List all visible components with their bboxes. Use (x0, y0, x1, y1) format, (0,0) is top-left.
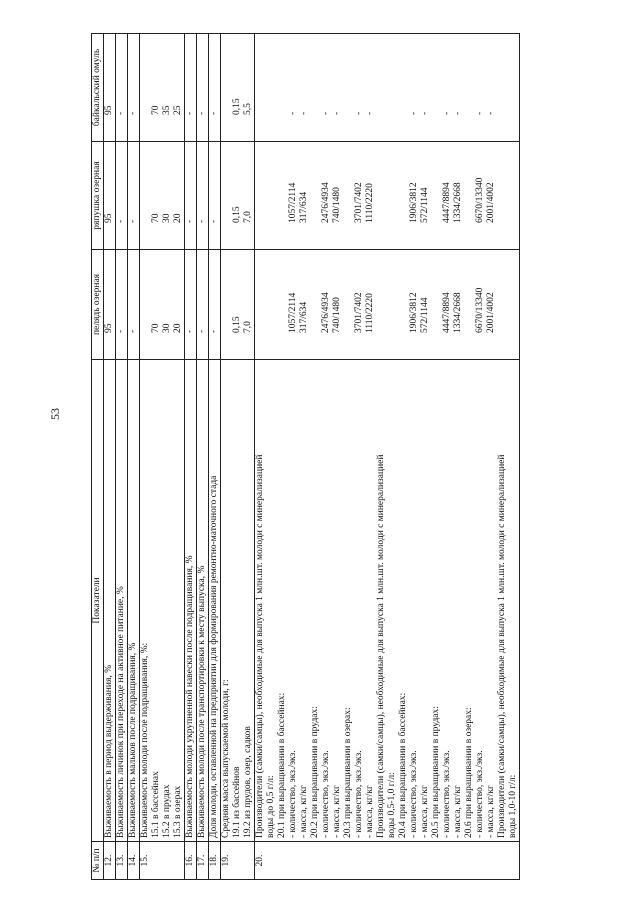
value-line: 5,5 (243, 103, 253, 115)
indicator-cell (185, 360, 197, 842)
header-col2: ряпушка озерная (92, 142, 104, 250)
value-line (277, 253, 288, 333)
value-cell-col3 (116, 34, 128, 142)
value-line (277, 145, 288, 223)
value-line (221, 145, 232, 223)
value-line: 70 (151, 323, 161, 333)
indicator-line: Выживаемость в период выдерживания, % (104, 664, 114, 838)
value-line: 572/1144 (420, 297, 430, 333)
value-line (376, 253, 387, 333)
value-line: - (209, 111, 219, 115)
indicator-line: 15.2 в прудах (162, 784, 172, 838)
value-line: 1334/2668 (453, 292, 463, 333)
indicator-line: воды 0,5-1,0 г/л: (387, 772, 397, 838)
table-row (221, 34, 255, 880)
value-line: - (486, 111, 496, 115)
value-line: - (321, 111, 331, 115)
value-line: - (354, 111, 364, 115)
value-line (508, 145, 519, 223)
indicator-line: - количество, экз./экз. (409, 750, 419, 838)
value-cell-col1 (128, 250, 140, 360)
indicator-cell (209, 360, 221, 842)
value-line: 0,15 (232, 206, 242, 223)
value-cell-col3 (255, 34, 520, 142)
table-row (255, 34, 520, 880)
value-line (343, 253, 354, 333)
value-line (266, 253, 277, 333)
value-cell-col1 (221, 250, 255, 360)
value-line: - (197, 111, 207, 115)
value-cell-col3 (197, 34, 209, 142)
value-line (508, 37, 519, 115)
value-cell-col1 (116, 250, 128, 360)
value-line: - (116, 111, 126, 115)
value-line (398, 37, 409, 115)
value-line: - (197, 329, 207, 333)
value-line: - (420, 111, 430, 115)
value-cell-col1 (140, 250, 185, 360)
value-line: 25 (173, 105, 183, 115)
value-line (497, 145, 508, 223)
value-line: - (442, 111, 452, 115)
value-line (140, 37, 151, 115)
value-line (277, 37, 288, 115)
value-line: - (299, 111, 309, 115)
value-line: 2476/4934 (321, 292, 331, 333)
value-line: 95 (104, 213, 114, 223)
value-line: - (197, 219, 207, 223)
table-body (104, 34, 520, 880)
indicator-line: - масса, кг/кг (365, 785, 375, 838)
value-line: 35 (162, 105, 172, 115)
value-line (266, 145, 277, 223)
table-row (104, 34, 116, 880)
value-line: - (128, 111, 138, 115)
value-line: 0,15 (232, 98, 242, 115)
table-row (197, 34, 209, 880)
value-cell-col2 (255, 142, 520, 250)
value-line (255, 253, 266, 333)
value-line (140, 253, 151, 333)
value-cell-col2 (140, 142, 185, 250)
indicator-line: Выживаемость молоди после подращивания, %: (140, 642, 150, 838)
row-number: 17. (197, 842, 209, 880)
value-line (221, 253, 232, 333)
value-line: 2476/4934 (321, 182, 331, 223)
value-line: 20 (173, 323, 183, 333)
indicator-line: - количество, экз./экз. (321, 750, 331, 838)
indicator-line: - количество, экз./экз. (475, 750, 485, 838)
value-line: 3701/7402 (354, 182, 364, 223)
row-number: 14. (128, 842, 140, 880)
value-cell-col3 (104, 34, 116, 142)
value-line (431, 145, 442, 223)
value-line: 317/634 (299, 191, 309, 223)
value-line: - (116, 219, 126, 223)
value-line (464, 145, 475, 223)
value-cell-col2 (209, 142, 221, 250)
indicator-line: Производители (самки/самцы), необходимые для выпуска 1 млн.шт. молоди с минерализацией (497, 454, 507, 838)
value-line (497, 253, 508, 333)
indicator-line: Выживаемость мальков после подращивания, % (128, 642, 138, 838)
indicator-cell (116, 360, 128, 842)
value-line: 1110/2220 (365, 293, 375, 333)
table-header-row (92, 34, 104, 880)
value-cell-col3 (209, 34, 221, 142)
indicator-line: 20.3 при выращивании в озерах: (343, 707, 353, 838)
value-line: - (288, 111, 298, 115)
value-line: 317/634 (299, 301, 309, 333)
value-line: 7,0 (243, 321, 253, 333)
value-cell-col2 (185, 142, 197, 250)
indicator-line: - масса, кг/кг (332, 785, 342, 838)
value-line: 1906/3812 (409, 292, 419, 333)
value-line: 70 (151, 213, 161, 223)
value-line: - (116, 329, 126, 333)
indicator-line: - масса, кг/кг (486, 785, 496, 838)
value-cell-col2 (221, 142, 255, 250)
value-line: - (475, 111, 485, 115)
value-line: - (128, 219, 138, 223)
row-number: 18. (209, 842, 221, 880)
value-line: 7,0 (243, 211, 253, 223)
value-line: - (185, 219, 195, 223)
rotated-table-container (91, 34, 597, 880)
value-line: 1057/2114 (288, 292, 298, 333)
value-line: - (332, 111, 342, 115)
indicators-table (91, 33, 520, 880)
table-row (116, 34, 128, 880)
row-number: 19. (221, 842, 255, 880)
indicator-line: - масса, кг/кг (453, 785, 463, 838)
value-line (497, 37, 508, 115)
value-line (310, 145, 321, 223)
indicator-line: - масса, кг/кг (299, 785, 309, 838)
value-line (255, 37, 266, 115)
value-line (387, 145, 398, 223)
value-line: - (185, 111, 195, 115)
indicator-line: - количество, экз./экз. (354, 750, 364, 838)
value-cell-col1 (255, 250, 520, 360)
value-line: - (209, 219, 219, 223)
table-row (128, 34, 140, 880)
value-line (376, 37, 387, 115)
indicator-line: 19.1 из бассейнов (232, 766, 242, 838)
value-cell-col2 (197, 142, 209, 250)
value-line (266, 37, 277, 115)
value-line (387, 253, 398, 333)
header-num: № п/п (92, 842, 104, 880)
value-line (140, 145, 151, 223)
row-number: 20. (255, 842, 520, 880)
indicator-line: 20.4 при выращивании в бассейнах: (398, 692, 408, 838)
table-row (209, 34, 221, 880)
value-line (398, 145, 409, 223)
value-cell-col3 (221, 34, 255, 142)
value-line: 30 (162, 213, 172, 223)
indicator-line: 20.6 при выращивании в озерах: (464, 707, 474, 838)
value-cell-col2 (116, 142, 128, 250)
value-cell-col1 (185, 250, 197, 360)
indicator-line: 20.2 при выращивании в прудах: (310, 706, 320, 838)
value-line: 20 (173, 213, 183, 223)
indicator-cell (128, 360, 140, 842)
indicator-cell (104, 360, 116, 842)
header-indicator: Показатели (92, 360, 104, 842)
value-line: 740/1480 (332, 187, 342, 223)
indicator-line: 15.1 в бассейнах (151, 771, 161, 838)
value-line (398, 253, 409, 333)
value-line: 0,15 (232, 316, 242, 333)
value-cell-col3 (140, 34, 185, 142)
indicator-line: 19.2 из прудов, озер, садков (243, 726, 253, 838)
value-line (464, 253, 475, 333)
value-line (376, 145, 387, 223)
indicator-line: 20.5 при выращивании в прудах: (431, 706, 441, 838)
value-line: 740/1480 (332, 297, 342, 333)
header-col1: пелядь озерная (92, 250, 104, 360)
indicator-line: воды 1,0-10 г/л: (508, 774, 518, 838)
value-line: - (409, 111, 419, 115)
value-line: 1334/2668 (453, 182, 463, 223)
value-line: - (128, 329, 138, 333)
value-cell-col1 (197, 250, 209, 360)
indicator-cell (197, 360, 209, 842)
header-col3: байкальский омуль (92, 34, 104, 142)
row-number: 15. (140, 842, 185, 880)
value-line (508, 253, 519, 333)
indicator-line: Средняя масса выпускаемой молоди, г: (221, 679, 231, 838)
value-line: 3701/7402 (354, 292, 364, 333)
value-line: 95 (104, 105, 114, 115)
indicator-line: Доля молоди, оставленной на предприятии для формирования ремонтно-маточного стада (209, 475, 219, 838)
value-line: 70 (151, 105, 161, 115)
page-number: 53 (48, 408, 62, 420)
value-cell-col2 (104, 142, 116, 250)
row-number: 16. (185, 842, 197, 880)
indicator-line: Выживаемость молоди после транспортировки к месту выпуска, % (197, 565, 207, 838)
indicator-line: - количество, экз./экз. (442, 750, 452, 838)
indicator-line: Производители (самки/самцы), необходимые для выпуска 1 млн.шт. молоди с минерализацией (255, 454, 265, 838)
value-line (431, 253, 442, 333)
value-cell-col2 (128, 142, 140, 250)
value-line (343, 145, 354, 223)
row-number: 13. (116, 842, 128, 880)
indicator-cell (255, 360, 520, 842)
indicator-line: Выживаемость молоди укрупненной навески после подращивания, % (185, 555, 195, 838)
value-line: 4447/8894 (442, 292, 452, 333)
value-line: 6670/13340 (475, 287, 485, 333)
value-line: - (453, 111, 463, 115)
value-cell-col1 (209, 250, 221, 360)
value-line: 572/1144 (420, 187, 430, 223)
indicator-line: Выживаемость личинок при переходе на активное питание, % (116, 586, 126, 838)
value-line (310, 253, 321, 333)
value-line: 6670/13340 (475, 177, 485, 223)
indicator-line: Производители (самки/самцы), необходимые для выпуска 1 млн.шт. молоди с минерализацией (376, 454, 386, 838)
value-line: 2001/4002 (486, 182, 496, 223)
value-line: - (185, 329, 195, 333)
table-row (185, 34, 197, 880)
value-cell-col3 (185, 34, 197, 142)
value-cell-col1 (104, 250, 116, 360)
indicator-line: воды до 0,5 г/л: (266, 775, 276, 838)
value-line (255, 145, 266, 223)
value-line (221, 37, 232, 115)
value-line: 95 (104, 323, 114, 333)
table-row (140, 34, 185, 880)
indicator-line: - масса, кг/кг (420, 785, 430, 838)
value-line: - (365, 111, 375, 115)
value-line: 2001/4002 (486, 292, 496, 333)
value-line: - (209, 329, 219, 333)
value-line (387, 37, 398, 115)
value-line: 4447/8894 (442, 182, 452, 223)
value-line: 1110/2220 (365, 183, 375, 223)
value-line (431, 37, 442, 115)
value-line (343, 37, 354, 115)
indicator-line: - количество, экз./экз. (288, 750, 298, 838)
indicator-line: 15.3 в озерах (173, 785, 183, 838)
value-line (310, 37, 321, 115)
indicator-line: 20.1 при выращивании в бассейнах: (277, 692, 287, 838)
value-line (464, 37, 475, 115)
value-line: 1906/3812 (409, 182, 419, 223)
indicator-cell (140, 360, 185, 842)
value-cell-col3 (128, 34, 140, 142)
value-line: 30 (162, 323, 172, 333)
value-line: 1057/2114 (288, 182, 298, 223)
indicator-cell (221, 360, 255, 842)
row-number: 12. (104, 842, 116, 880)
